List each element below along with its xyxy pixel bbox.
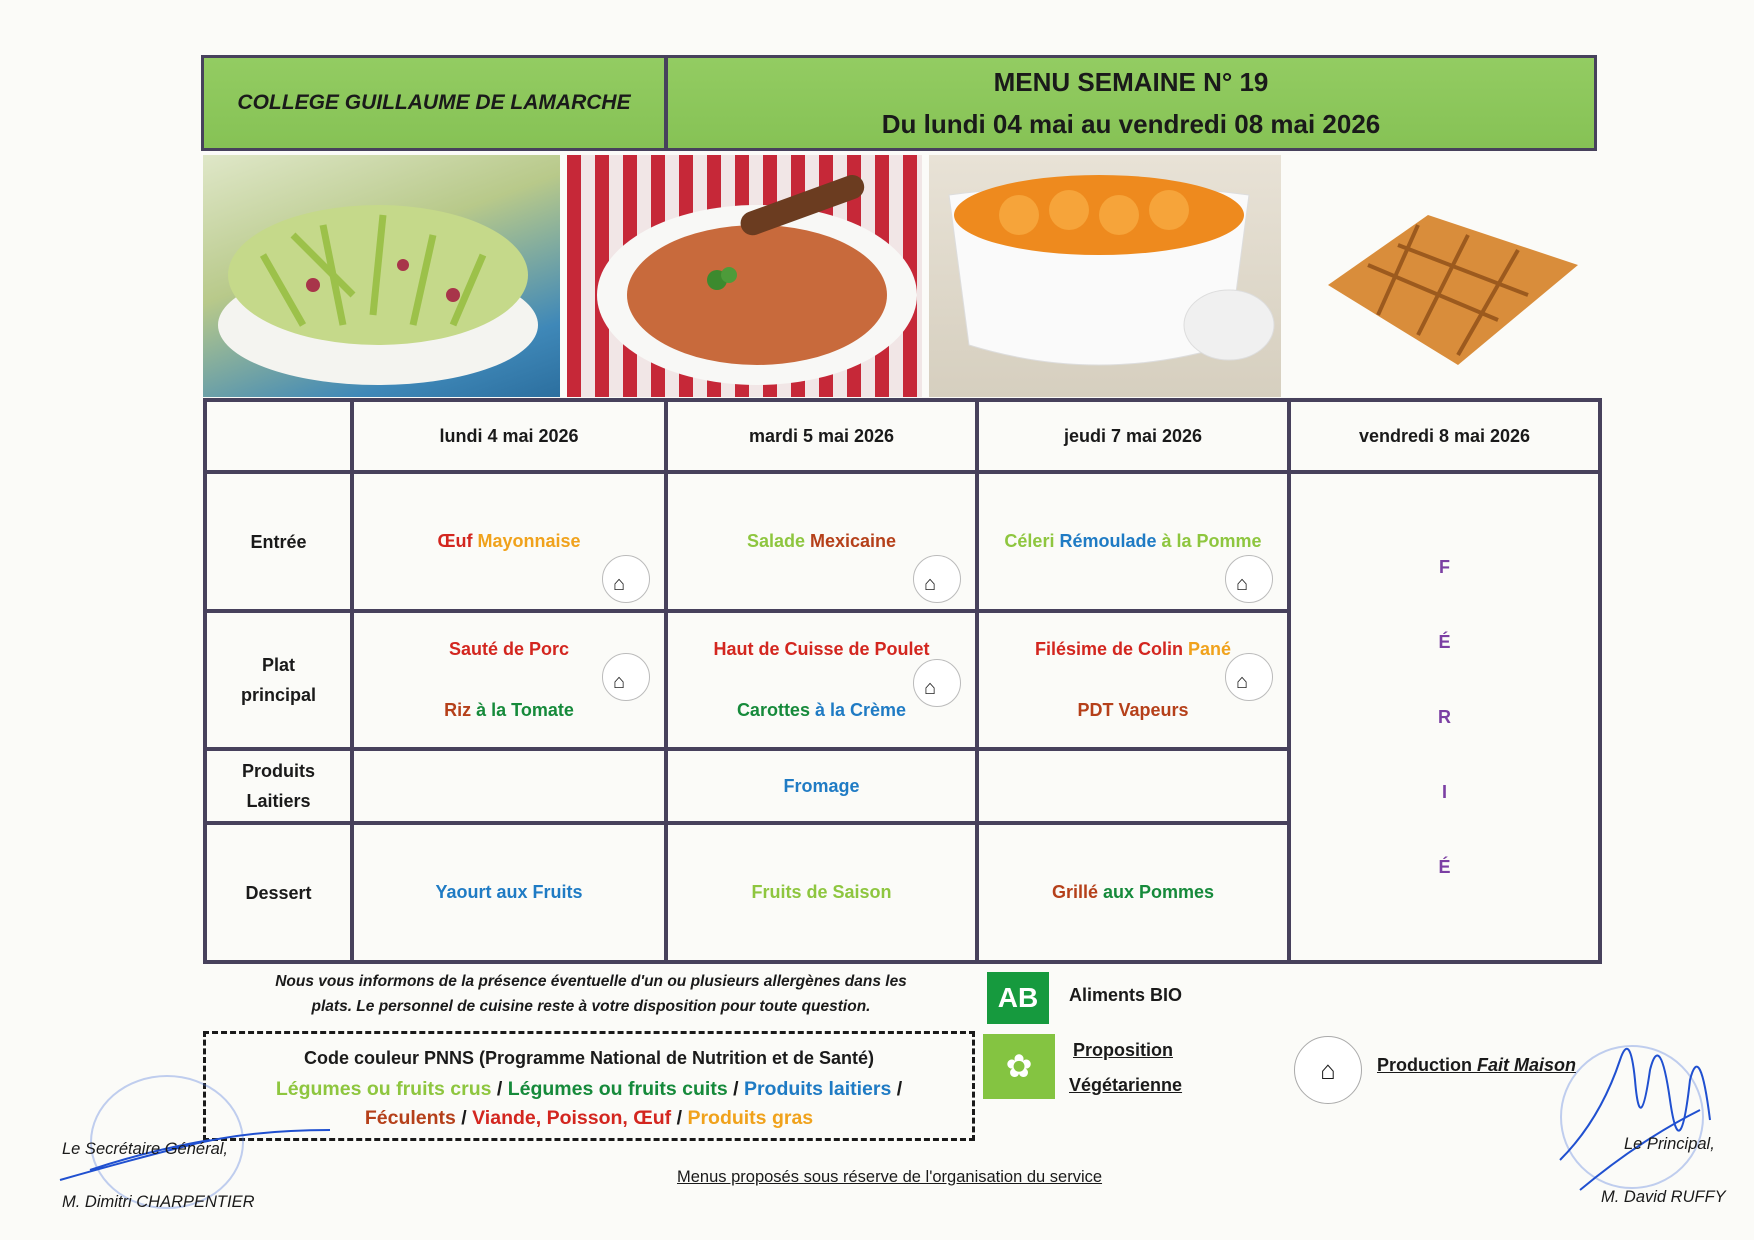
vegetarian-icon: ✿ — [983, 1034, 1055, 1099]
carrots-photo — [929, 155, 1281, 397]
dish-part: à la Crème — [814, 700, 907, 720]
day-header: lundi 4 mai 2026 — [352, 400, 666, 472]
dish-part: Riz — [444, 700, 472, 720]
dessert-jeudi — [977, 823, 1289, 962]
dish-side: PDT Vapeurs — [1077, 700, 1189, 720]
dish-part: Carottes — [736, 700, 810, 720]
dish-part: Filésime de Colin — [1034, 639, 1183, 659]
allergen-notice — [226, 969, 956, 1019]
plat-lundi — [352, 611, 666, 749]
pnns-sep: / — [727, 1078, 744, 1100]
secretary-name: M. Dimitri CHARPENTIER — [62, 1193, 255, 1211]
dish-part: Pané — [1188, 639, 1232, 659]
dish-main: Haut de Cuisse de Poulet — [713, 639, 930, 659]
ferie-letter: É — [1438, 856, 1451, 877]
label-part: Fait Maison — [1477, 1055, 1577, 1075]
dish-part: à la Pomme — [1161, 531, 1262, 551]
row-label-dessert: Dessert — [205, 823, 352, 962]
row-label-line: Laitiers — [246, 791, 311, 811]
pnns-sep: / — [891, 1078, 903, 1100]
laitiers-lundi — [352, 749, 666, 823]
entree-lundi — [352, 472, 666, 611]
mexican-rice-photo — [567, 155, 922, 397]
salad-photo — [203, 155, 560, 397]
pnns-item: Produits laitiers — [743, 1078, 892, 1100]
dessert-mardi: Fruits de Saison — [666, 823, 977, 962]
days-header-row — [205, 400, 1600, 472]
ferie-cell — [1289, 472, 1600, 962]
secretary-title: Le Secrétaire Général, — [62, 1140, 229, 1158]
ab-bio-icon: AB — [987, 972, 1049, 1024]
fait-maison-icon: ⌂ — [602, 653, 650, 701]
dish-part: Rémoulade — [1059, 531, 1157, 551]
ferie-letter: F — [1439, 556, 1450, 577]
dish-part: aux Pommes — [1102, 882, 1215, 902]
pnns-title: Code couleur PNNS (Programme National de Nutrition et de Santé) — [303, 1048, 875, 1068]
pnns-sep: / — [671, 1107, 688, 1129]
fait-maison-icon: ⌂ — [1225, 555, 1273, 603]
principal-title: Le Principal, — [1624, 1135, 1715, 1153]
allergen-line: plats. Le personnel de cuisine reste à votre disposition pour toute question. — [311, 998, 871, 1015]
row-label-line: Plat — [261, 655, 295, 675]
fait-maison-icon: ⌂ — [913, 659, 961, 707]
dish-part: Grillé — [1051, 882, 1098, 902]
corner-cell — [205, 400, 352, 472]
allergen-line: Nous vous informons de la présence éventuelle d'un ou plusieurs allergènes dans les — [275, 973, 907, 990]
menu-header — [201, 55, 1597, 151]
fait-maison-icon: ⌂ — [1225, 653, 1273, 701]
menu-title: MENU SEMAINE N° 19 — [993, 67, 1269, 97]
row-label-line: Produits — [241, 761, 315, 781]
principal-name: M. David RUFFY — [1601, 1188, 1726, 1206]
day-header: vendredi 8 mai 2026 — [1289, 400, 1600, 472]
pnns-sep: / — [455, 1107, 473, 1129]
day-header: jeudi 7 mai 2026 — [977, 400, 1289, 472]
pnns-item: Viande, Poisson, Œuf — [472, 1107, 672, 1129]
menu-date-range: Du lundi 04 mai au vendredi 08 mai 2026 — [881, 109, 1381, 139]
ferie-letter: É — [1438, 631, 1451, 652]
pnns-item: Féculents — [364, 1107, 456, 1129]
dish-part: Salade — [746, 531, 805, 551]
dish-part: Mexicaine — [810, 531, 897, 551]
ferie-letter: R — [1438, 706, 1451, 727]
apple-pastry-photo — [1288, 155, 1597, 397]
school-name: COLLEGE GUILLAUME DE LAMARCHE — [204, 58, 668, 148]
dish-part: Mayonnaise — [477, 531, 581, 551]
label-part: Production — [1377, 1055, 1477, 1075]
vegetarian-label-1: Proposition — [1073, 1040, 1173, 1060]
row-label-laitiers — [205, 749, 352, 823]
dish-side — [355, 700, 663, 721]
day-header: mardi 5 mai 2026 — [666, 400, 977, 472]
dessert-lundi: Yaourt aux Fruits — [352, 823, 666, 962]
plat-jeudi — [977, 611, 1289, 749]
dish-part: à la Tomate — [476, 700, 574, 720]
menu-table — [203, 398, 1602, 964]
dish-part: Céleri — [1004, 531, 1055, 551]
plat-mardi — [666, 611, 977, 749]
entree-row — [205, 472, 1600, 611]
pnns-item: Légumes ou fruits crus — [275, 1078, 492, 1100]
laitiers-mardi: Fromage — [666, 749, 977, 823]
fait-maison-icon: ⌂ — [602, 555, 650, 603]
fait-maison-icon: ⌂ — [913, 555, 961, 603]
row-label-plat — [205, 611, 352, 749]
row-label-entree: Entrée — [205, 472, 352, 611]
vegetarian-label-2: Végétarienne — [1069, 1075, 1183, 1095]
reserve-notice: Menus proposés sous réserve de l'organisation du service — [677, 1168, 1103, 1186]
bio-label: Aliments BIO — [1069, 985, 1183, 1005]
pnns-item: Légumes ou fruits cuits — [507, 1078, 728, 1100]
entree-mardi — [666, 472, 977, 611]
ferie-letter: I — [1441, 781, 1447, 802]
laitiers-jeudi — [977, 749, 1289, 823]
entree-jeudi — [977, 472, 1289, 611]
pnns-item: Produits gras — [687, 1107, 814, 1129]
fait-maison-icon: ⌂ — [1294, 1036, 1362, 1104]
menu-title-block — [668, 58, 1594, 148]
dish-main: Sauté de Porc — [448, 639, 570, 659]
row-label-line: principal — [240, 685, 316, 705]
pnns-sep: / — [491, 1078, 508, 1100]
dish-part: Œuf — [437, 531, 473, 551]
